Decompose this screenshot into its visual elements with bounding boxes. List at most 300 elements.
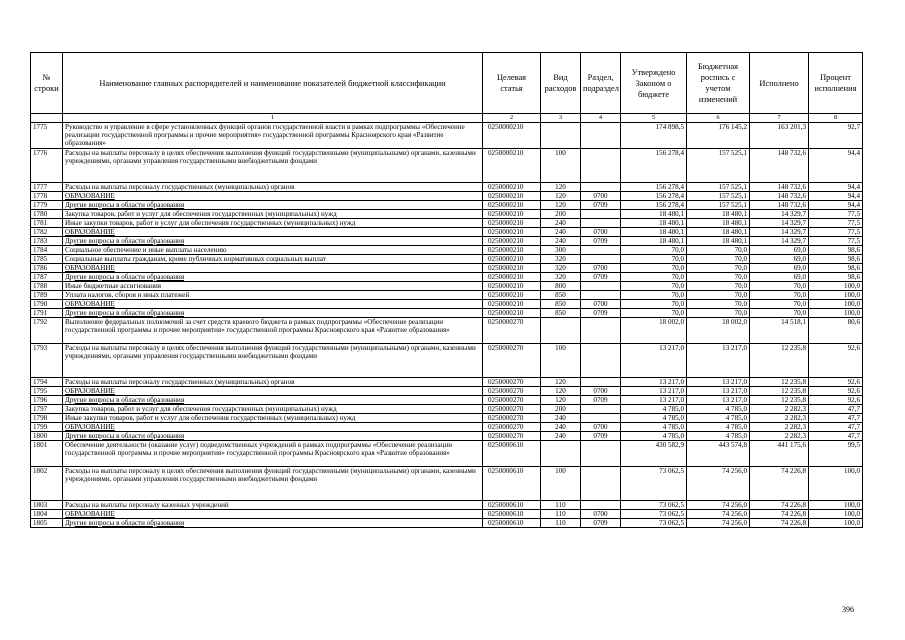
row-budget-list: 74 256,0 bbox=[687, 519, 750, 528]
row-number: 1797 bbox=[31, 405, 63, 414]
row-number: 1779 bbox=[31, 201, 63, 210]
row-number: 1788 bbox=[31, 282, 63, 291]
row-target-article: 0250000210 bbox=[483, 309, 541, 318]
row-number: 1801 bbox=[31, 441, 63, 467]
row-percent: 47,7 bbox=[809, 432, 863, 441]
row-budget-list: 70,0 bbox=[687, 291, 750, 300]
row-executed: 2 282,3 bbox=[750, 405, 809, 414]
row-budget-list: 18 480,1 bbox=[687, 228, 750, 237]
row-executed: 12 235,8 bbox=[750, 344, 809, 378]
table-row bbox=[31, 519, 863, 528]
table-row bbox=[31, 423, 863, 432]
row-number: 1792 bbox=[31, 318, 63, 344]
row-executed: 14 329,7 bbox=[750, 237, 809, 246]
row-number: 1783 bbox=[31, 237, 63, 246]
row-name: Другие вопросы в области образования bbox=[63, 396, 483, 405]
row-target-article: 0250000270 bbox=[483, 414, 541, 423]
row-percent: 100,0 bbox=[809, 501, 863, 510]
column-number: 6 bbox=[687, 114, 750, 123]
row-name: Расходы на выплаты персоналу в целях обеспечения выполнения функций государственными (муниципальными) органами, казенными учреждениями, органами управления государственными внебюджетными фондами bbox=[63, 344, 483, 378]
row-target-article: 0250000210 bbox=[483, 210, 541, 219]
row-approved: 430 582,9 bbox=[621, 441, 687, 467]
row-expense-type: 100 bbox=[541, 344, 581, 378]
row-number: 1798 bbox=[31, 414, 63, 423]
row-budget-list: 4 785,0 bbox=[687, 432, 750, 441]
row-expense-type: 320 bbox=[541, 264, 581, 273]
row-percent: 100,0 bbox=[809, 519, 863, 528]
table-row bbox=[31, 149, 863, 183]
table-row bbox=[31, 414, 863, 423]
row-budget-list: 18 480,1 bbox=[687, 210, 750, 219]
table-row bbox=[31, 432, 863, 441]
column-number: 8 bbox=[809, 114, 863, 123]
table-row bbox=[31, 300, 863, 309]
row-percent: 100,0 bbox=[809, 309, 863, 318]
row-percent: 92,7 bbox=[809, 123, 863, 149]
column-number: 5 bbox=[621, 114, 687, 123]
row-percent: 98,6 bbox=[809, 255, 863, 264]
row-section: 0709 bbox=[581, 396, 621, 405]
row-name: Другие вопросы в области образования bbox=[63, 237, 483, 246]
row-approved: 4 785,0 bbox=[621, 432, 687, 441]
row-section: 0709 bbox=[581, 432, 621, 441]
row-percent: 100,0 bbox=[809, 300, 863, 309]
header-row-no: № строки bbox=[31, 53, 63, 114]
table-row bbox=[31, 387, 863, 396]
row-budget-list: 4 785,0 bbox=[687, 405, 750, 414]
row-section: 0709 bbox=[581, 309, 621, 318]
row-name: Обеспечение деятельности (оказание услуг) подведомственных учреждений в рамках подпрограммы «Обеспечение реализации государственной программы и прочие мероприятия» государственной программы Красноярского края «Развитие образования» bbox=[63, 441, 483, 467]
row-expense-type: 850 bbox=[541, 309, 581, 318]
row-budget-list: 13 217,0 bbox=[687, 344, 750, 378]
row-percent: 100,0 bbox=[809, 467, 863, 501]
table-row bbox=[31, 246, 863, 255]
row-budget-list: 443 574,8 bbox=[687, 441, 750, 467]
row-expense-type: 300 bbox=[541, 246, 581, 255]
row-budget-list: 74 256,0 bbox=[687, 510, 750, 519]
row-executed: 74 226,8 bbox=[750, 519, 809, 528]
row-budget-list: 13 217,0 bbox=[687, 387, 750, 396]
row-expense-type: 240 bbox=[541, 228, 581, 237]
row-number: 1777 bbox=[31, 183, 63, 192]
row-executed: 2 282,3 bbox=[750, 414, 809, 423]
header-expense-type: Вид расходов bbox=[541, 53, 581, 114]
row-number: 1775 bbox=[31, 123, 63, 149]
row-name: Уплата налогов, сборов и иных платежей bbox=[63, 291, 483, 300]
row-section: 0700 bbox=[581, 192, 621, 201]
row-name: ОБРАЗОВАНИЕ bbox=[63, 423, 483, 432]
row-expense-type: 120 bbox=[541, 183, 581, 192]
row-budget-list: 74 256,0 bbox=[687, 467, 750, 501]
row-percent: 47,7 bbox=[809, 423, 863, 432]
row-expense-type: 100 bbox=[541, 467, 581, 501]
row-executed: 148 732,6 bbox=[750, 201, 809, 210]
row-target-article: 0250000210 bbox=[483, 300, 541, 309]
row-percent: 92,6 bbox=[809, 378, 863, 387]
row-section bbox=[581, 441, 621, 467]
row-expense-type: 120 bbox=[541, 192, 581, 201]
column-number: 4 bbox=[581, 114, 621, 123]
row-number: 1784 bbox=[31, 246, 63, 255]
row-approved: 18 480,1 bbox=[621, 228, 687, 237]
row-budget-list: 4 785,0 bbox=[687, 423, 750, 432]
table-row bbox=[31, 192, 863, 201]
row-number: 1796 bbox=[31, 396, 63, 405]
row-expense-type: 240 bbox=[541, 414, 581, 423]
row-budget-list: 18 480,1 bbox=[687, 219, 750, 228]
row-number: 1793 bbox=[31, 344, 63, 378]
row-name: Иные закупки товаров, работ и услуг для обеспечения государственных (муниципальных) нужд bbox=[63, 414, 483, 423]
row-budget-list: 13 217,0 bbox=[687, 396, 750, 405]
table-row bbox=[31, 210, 863, 219]
row-target-article: 0250000210 bbox=[483, 123, 541, 149]
row-expense-type: 240 bbox=[541, 219, 581, 228]
row-name: Расходы на выплаты персоналу государственных (муниципальных) органов bbox=[63, 183, 483, 192]
row-expense-type: 120 bbox=[541, 387, 581, 396]
table-row bbox=[31, 228, 863, 237]
row-section bbox=[581, 405, 621, 414]
row-expense-type: 120 bbox=[541, 378, 581, 387]
row-approved: 13 217,0 bbox=[621, 396, 687, 405]
row-budget-list: 18 002,0 bbox=[687, 318, 750, 344]
row-percent: 77,5 bbox=[809, 210, 863, 219]
table-row bbox=[31, 396, 863, 405]
row-name: Выполнение федеральных полномочий за счет средств краевого бюджета в рамках подпрограммы «Обеспечение реализации государственной программы и прочие мероприятия» государственной программы Красноярского края «Развитие образования» bbox=[63, 318, 483, 344]
budget-execution-table bbox=[30, 52, 863, 528]
row-name: Другие вопросы в области образования bbox=[63, 519, 483, 528]
row-section: 0700 bbox=[581, 300, 621, 309]
row-executed: 14 518,1 bbox=[750, 318, 809, 344]
row-approved: 70,0 bbox=[621, 282, 687, 291]
column-number: 7 bbox=[750, 114, 809, 123]
row-approved: 70,0 bbox=[621, 273, 687, 282]
row-target-article: 0250000210 bbox=[483, 183, 541, 192]
row-approved: 70,0 bbox=[621, 255, 687, 264]
row-executed: 148 732,6 bbox=[750, 192, 809, 201]
row-executed: 12 235,8 bbox=[750, 378, 809, 387]
row-name: ОБРАЗОВАНИЕ bbox=[63, 387, 483, 396]
row-executed: 12 235,8 bbox=[750, 396, 809, 405]
row-expense-type: 320 bbox=[541, 255, 581, 264]
row-expense-type: 240 bbox=[541, 423, 581, 432]
row-expense-type: 120 bbox=[541, 201, 581, 210]
row-number: 1803 bbox=[31, 501, 63, 510]
row-percent: 94,4 bbox=[809, 183, 863, 192]
table-row bbox=[31, 255, 863, 264]
row-budget-list: 70,0 bbox=[687, 300, 750, 309]
row-percent: 99,5 bbox=[809, 441, 863, 467]
row-executed: 12 235,8 bbox=[750, 387, 809, 396]
row-expense-type: 120 bbox=[541, 396, 581, 405]
row-executed: 14 329,7 bbox=[750, 219, 809, 228]
column-number: 1 bbox=[63, 114, 483, 123]
row-section bbox=[581, 149, 621, 183]
row-number: 1786 bbox=[31, 264, 63, 273]
row-executed: 2 282,3 bbox=[750, 432, 809, 441]
row-executed: 74 226,8 bbox=[750, 467, 809, 501]
row-target-article: 0250000610 bbox=[483, 467, 541, 501]
row-section: 0700 bbox=[581, 510, 621, 519]
row-target-article: 0250000210 bbox=[483, 273, 541, 282]
row-executed: 148 732,6 bbox=[750, 149, 809, 183]
row-executed: 69,0 bbox=[750, 255, 809, 264]
row-target-article: 0250000210 bbox=[483, 219, 541, 228]
row-approved: 156 278,4 bbox=[621, 149, 687, 183]
row-approved: 18 002,0 bbox=[621, 318, 687, 344]
row-expense-type: 110 bbox=[541, 510, 581, 519]
row-approved: 70,0 bbox=[621, 291, 687, 300]
row-number: 1778 bbox=[31, 192, 63, 201]
row-executed: 14 329,7 bbox=[750, 228, 809, 237]
row-target-article: 0250000610 bbox=[483, 519, 541, 528]
row-approved: 156 278,4 bbox=[621, 192, 687, 201]
row-target-article: 0250000210 bbox=[483, 192, 541, 201]
row-budget-list: 176 145,2 bbox=[687, 123, 750, 149]
row-approved: 73 062,5 bbox=[621, 510, 687, 519]
row-approved: 73 062,5 bbox=[621, 519, 687, 528]
row-number: 1785 bbox=[31, 255, 63, 264]
row-target-article: 0250000210 bbox=[483, 228, 541, 237]
row-percent: 80,6 bbox=[809, 318, 863, 344]
row-budget-list: 70,0 bbox=[687, 273, 750, 282]
row-budget-list: 13 217,0 bbox=[687, 378, 750, 387]
row-name: ОБРАЗОВАНИЕ bbox=[63, 510, 483, 519]
row-executed: 69,0 bbox=[750, 246, 809, 255]
row-name: Иные бюджетные ассигнования bbox=[63, 282, 483, 291]
row-name: Социальное обеспечение и иные выплаты населению bbox=[63, 246, 483, 255]
row-target-article: 0250000270 bbox=[483, 378, 541, 387]
table-row bbox=[31, 264, 863, 273]
row-section: 0709 bbox=[581, 273, 621, 282]
row-target-article: 0250000210 bbox=[483, 149, 541, 183]
row-number: 1804 bbox=[31, 510, 63, 519]
row-target-article: 0250000610 bbox=[483, 501, 541, 510]
table-row bbox=[31, 282, 863, 291]
column-number: 3 bbox=[541, 114, 581, 123]
row-approved: 156 278,4 bbox=[621, 183, 687, 192]
table-row bbox=[31, 291, 863, 300]
row-percent: 98,6 bbox=[809, 246, 863, 255]
row-approved: 4 785,0 bbox=[621, 405, 687, 414]
table-row bbox=[31, 237, 863, 246]
row-budget-list: 70,0 bbox=[687, 282, 750, 291]
row-percent: 98,6 bbox=[809, 264, 863, 273]
table-row bbox=[31, 273, 863, 282]
row-expense-type: 200 bbox=[541, 405, 581, 414]
row-approved: 174 898,5 bbox=[621, 123, 687, 149]
row-percent: 94,4 bbox=[809, 192, 863, 201]
row-number: 1789 bbox=[31, 291, 63, 300]
row-executed: 69,0 bbox=[750, 273, 809, 282]
row-number: 1791 bbox=[31, 309, 63, 318]
row-number: 1780 bbox=[31, 210, 63, 219]
column-number-row bbox=[31, 114, 863, 123]
row-target-article: 0250000210 bbox=[483, 201, 541, 210]
row-target-article: 0250000210 bbox=[483, 264, 541, 273]
row-target-article: 0250000210 bbox=[483, 291, 541, 300]
row-target-article: 0250000270 bbox=[483, 432, 541, 441]
row-target-article: 0250000270 bbox=[483, 405, 541, 414]
row-target-article: 0250000210 bbox=[483, 237, 541, 246]
table-row bbox=[31, 183, 863, 192]
row-section bbox=[581, 255, 621, 264]
header-section: Раздел, подраздел bbox=[581, 53, 621, 114]
row-number: 1800 bbox=[31, 432, 63, 441]
row-number: 1802 bbox=[31, 467, 63, 501]
row-approved: 70,0 bbox=[621, 264, 687, 273]
row-name: ОБРАЗОВАНИЕ bbox=[63, 228, 483, 237]
row-percent: 92,6 bbox=[809, 396, 863, 405]
row-budget-list: 74 256,0 bbox=[687, 501, 750, 510]
row-executed: 70,0 bbox=[750, 291, 809, 300]
row-name: Расходы на выплаты персоналу в целях обеспечения выполнения функций государственными (муниципальными) органами, казенными учреждениями, органами управления государственными внебюджетными фондами bbox=[63, 149, 483, 183]
row-section: 0700 bbox=[581, 387, 621, 396]
row-approved: 13 217,0 bbox=[621, 378, 687, 387]
row-name: Расходы на выплаты персоналу казенных учреждений bbox=[63, 501, 483, 510]
row-section bbox=[581, 501, 621, 510]
row-name: Расходы на выплаты персоналу в целях обеспечения выполнения функций государственными (муниципальными) органами, казенными учреждениями, органами управления государственными внебюджетными фондами bbox=[63, 467, 483, 501]
header-target-article: Целевая статья bbox=[483, 53, 541, 114]
row-budget-list: 4 785,0 bbox=[687, 414, 750, 423]
row-number: 1782 bbox=[31, 228, 63, 237]
row-target-article: 0250000270 bbox=[483, 318, 541, 344]
row-section: 0709 bbox=[581, 519, 621, 528]
row-budget-list: 70,0 bbox=[687, 255, 750, 264]
row-section: 0700 bbox=[581, 228, 621, 237]
row-name: Социальные выплаты гражданам, кроме публичных нормативных социальных выплат bbox=[63, 255, 483, 264]
row-executed: 74 226,8 bbox=[750, 501, 809, 510]
row-percent: 92,6 bbox=[809, 387, 863, 396]
row-expense-type: 200 bbox=[541, 210, 581, 219]
row-approved: 13 217,0 bbox=[621, 344, 687, 378]
row-budget-list: 157 525,1 bbox=[687, 149, 750, 183]
row-expense-type bbox=[541, 441, 581, 467]
row-name: Другие вопросы в области образования bbox=[63, 309, 483, 318]
row-target-article: 0250000270 bbox=[483, 344, 541, 378]
row-section bbox=[581, 246, 621, 255]
header-approved: Утверждено Законом о бюджете bbox=[621, 53, 687, 114]
row-target-article: 0250000610 bbox=[483, 510, 541, 519]
row-budget-list: 157 525,1 bbox=[687, 192, 750, 201]
table-row bbox=[31, 501, 863, 510]
table-row bbox=[31, 344, 863, 378]
row-expense-type: 110 bbox=[541, 519, 581, 528]
row-expense-type: 800 bbox=[541, 282, 581, 291]
row-number: 1794 bbox=[31, 378, 63, 387]
row-expense-type: 850 bbox=[541, 300, 581, 309]
table-row bbox=[31, 467, 863, 501]
column-number: 2 bbox=[483, 114, 541, 123]
row-section: 0700 bbox=[581, 423, 621, 432]
row-section bbox=[581, 291, 621, 300]
row-approved: 70,0 bbox=[621, 246, 687, 255]
row-executed: 74 226,8 bbox=[750, 510, 809, 519]
row-expense-type: 320 bbox=[541, 273, 581, 282]
row-percent: 77,5 bbox=[809, 219, 863, 228]
page-number: 396 bbox=[842, 605, 854, 614]
row-executed: 148 732,6 bbox=[750, 183, 809, 192]
row-number: 1795 bbox=[31, 387, 63, 396]
row-number: 1776 bbox=[31, 149, 63, 183]
row-section bbox=[581, 183, 621, 192]
row-number: 1790 bbox=[31, 300, 63, 309]
column-number bbox=[31, 114, 63, 123]
table-row bbox=[31, 441, 863, 467]
row-section bbox=[581, 282, 621, 291]
row-budget-list: 70,0 bbox=[687, 246, 750, 255]
row-percent: 94,4 bbox=[809, 149, 863, 183]
row-name: Другие вопросы в области образования bbox=[63, 201, 483, 210]
row-budget-list: 70,0 bbox=[687, 264, 750, 273]
table-row bbox=[31, 201, 863, 210]
row-expense-type: 100 bbox=[541, 149, 581, 183]
row-expense-type: 850 bbox=[541, 291, 581, 300]
row-percent: 100,0 bbox=[809, 291, 863, 300]
row-name: Закупка товаров, работ и услуг для обеспечения государственных (муниципальных) нужд bbox=[63, 210, 483, 219]
row-approved: 70,0 bbox=[621, 300, 687, 309]
table-row bbox=[31, 378, 863, 387]
row-percent: 92,6 bbox=[809, 344, 863, 378]
table-row bbox=[31, 318, 863, 344]
row-section bbox=[581, 344, 621, 378]
row-percent: 100,0 bbox=[809, 510, 863, 519]
row-percent: 98,6 bbox=[809, 273, 863, 282]
row-executed: 70,0 bbox=[750, 282, 809, 291]
row-approved: 13 217,0 bbox=[621, 387, 687, 396]
row-name: ОБРАЗОВАНИЕ bbox=[63, 300, 483, 309]
header-budget-list: Бюджетная роспись с учетом изменений bbox=[687, 53, 750, 114]
row-approved: 156 278,4 bbox=[621, 201, 687, 210]
row-number: 1787 bbox=[31, 273, 63, 282]
row-approved: 18 480,1 bbox=[621, 210, 687, 219]
row-section bbox=[581, 219, 621, 228]
row-percent: 77,5 bbox=[809, 228, 863, 237]
row-budget-list: 18 480,1 bbox=[687, 237, 750, 246]
row-percent: 100,0 bbox=[809, 282, 863, 291]
row-section bbox=[581, 210, 621, 219]
row-executed: 163 201,3 bbox=[750, 123, 809, 149]
row-expense-type: 240 bbox=[541, 237, 581, 246]
row-target-article: 0250000270 bbox=[483, 423, 541, 432]
row-expense-type: 110 bbox=[541, 501, 581, 510]
row-name: Другие вопросы в области образования bbox=[63, 432, 483, 441]
row-target-article: 0250000210 bbox=[483, 282, 541, 291]
row-approved: 73 062,5 bbox=[621, 467, 687, 501]
row-expense-type bbox=[541, 123, 581, 149]
row-executed: 14 329,7 bbox=[750, 210, 809, 219]
table-row bbox=[31, 510, 863, 519]
row-section bbox=[581, 378, 621, 387]
row-name: Другие вопросы в области образования bbox=[63, 273, 483, 282]
row-percent: 47,7 bbox=[809, 405, 863, 414]
row-approved: 73 062,5 bbox=[621, 501, 687, 510]
row-section bbox=[581, 467, 621, 501]
row-budget-list: 157 525,1 bbox=[687, 183, 750, 192]
row-percent: 77,5 bbox=[809, 237, 863, 246]
row-target-article: 0250000210 bbox=[483, 255, 541, 264]
row-section bbox=[581, 123, 621, 149]
row-section bbox=[581, 318, 621, 344]
row-target-article: 0250000270 bbox=[483, 396, 541, 405]
row-approved: 70,0 bbox=[621, 309, 687, 318]
table-row bbox=[31, 405, 863, 414]
table-row bbox=[31, 123, 863, 149]
row-section: 0709 bbox=[581, 201, 621, 210]
row-number: 1805 bbox=[31, 519, 63, 528]
row-approved: 18 480,1 bbox=[621, 219, 687, 228]
table-row bbox=[31, 219, 863, 228]
row-section: 0709 bbox=[581, 237, 621, 246]
